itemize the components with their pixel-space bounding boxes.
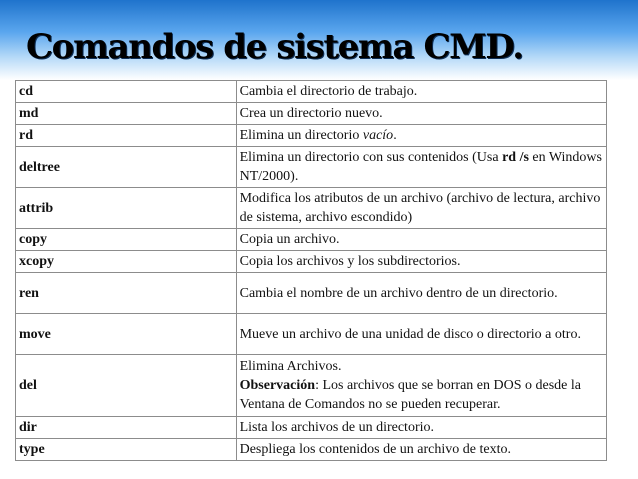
table-row	[16, 314, 607, 355]
command-name: md	[16, 103, 237, 125]
command-description: Cambia el nombre de un archivo dentro de un directorio.	[236, 273, 606, 314]
table-row	[16, 103, 607, 125]
description-text: Elimina Archivos.	[239, 359, 342, 374]
command-description: Copia un archivo.	[236, 229, 606, 251]
command-description	[236, 355, 606, 417]
description-text: Elimina un directorio con sus contenidos (Usa	[239, 150, 503, 165]
table-row	[16, 81, 607, 103]
table-row	[16, 229, 607, 251]
command-name: rd	[16, 125, 237, 147]
command-name: ren	[16, 273, 237, 314]
table-row	[16, 147, 607, 188]
command-description	[236, 147, 606, 188]
note-text: : Los archivos que se borran en DOS o desde la Ventana de Comandos no se pueden recuperar.	[239, 378, 581, 412]
table-row	[16, 251, 607, 273]
table-row	[16, 188, 607, 229]
commands-table	[15, 80, 607, 461]
command-description: Modifica los atributos de un archivo (archivo de lectura, archivo de sistema, archivo escondido)	[236, 188, 606, 229]
command-description: Crea un directorio nuevo.	[236, 103, 606, 125]
command-description: Cambia el directorio de trabajo.	[236, 81, 606, 103]
command-name: deltree	[16, 147, 237, 188]
description-strong: rd /s	[502, 150, 529, 165]
command-description: Despliega los contenidos de un archivo de texto.	[236, 439, 606, 461]
command-description: Mueve un archivo de una unidad de disco o directorio a otro.	[236, 314, 606, 355]
command-name: del	[16, 355, 237, 417]
description-text: Elimina un directorio	[239, 128, 363, 143]
table-row	[16, 417, 607, 439]
command-description: Copia los archivos y los subdirectorios.	[236, 251, 606, 273]
description-text: .	[393, 128, 397, 143]
table-row	[16, 355, 607, 417]
description-emphasis: vacío	[362, 128, 394, 143]
command-name: move	[16, 314, 237, 355]
command-name: xcopy	[16, 251, 237, 273]
table-row	[16, 273, 607, 314]
command-name: dir	[16, 417, 237, 439]
slide-title: Comandos de sistema CMD.	[26, 27, 523, 67]
table-row	[16, 125, 607, 147]
command-description	[236, 125, 606, 147]
command-description: Lista los archivos de un directorio.	[236, 417, 606, 439]
table-row	[16, 439, 607, 461]
note-label: Observación	[239, 378, 316, 393]
description-text: en Windows NT/2000).	[239, 150, 602, 184]
command-name: type	[16, 439, 237, 461]
command-name: copy	[16, 229, 237, 251]
command-name: attrib	[16, 188, 237, 229]
command-name: cd	[16, 81, 237, 103]
